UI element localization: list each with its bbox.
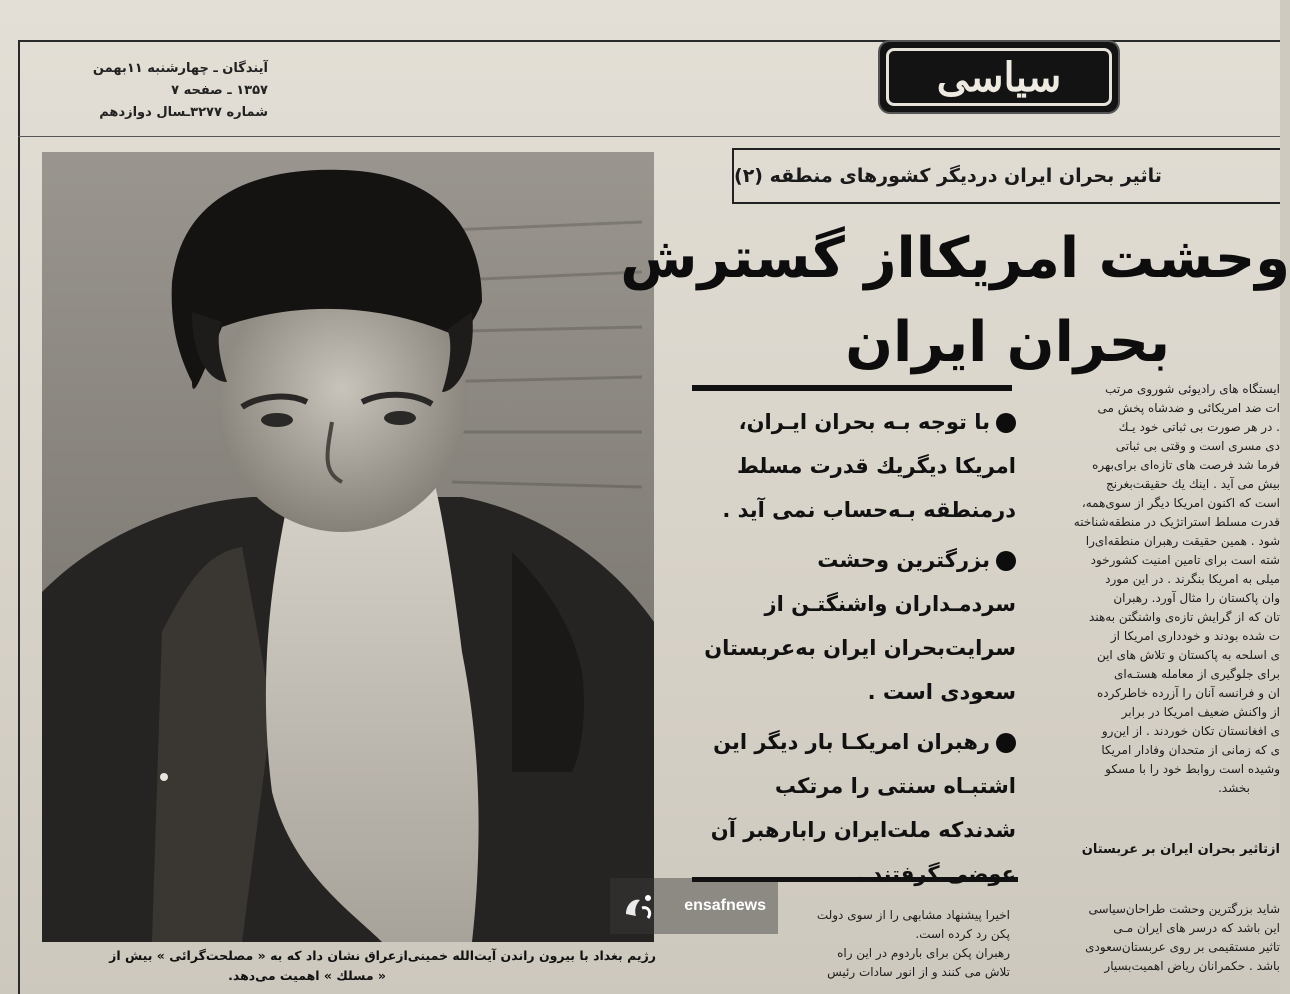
text-line: باشد . حکمرانان ریاض اهمیت‌بسیار — [1104, 959, 1280, 973]
headline-line-1: وحشت امریکااز گسترش — [620, 226, 1290, 291]
text-line: برای جلوگیری از معامله هستـه‌ای — [1113, 667, 1280, 681]
masthead-divider — [18, 136, 1280, 137]
text-line: ی که زمانی از متحدان وفادار امریکا — [1101, 743, 1280, 757]
key-point-2 — [700, 538, 1016, 714]
text-line: از واکنش ضعیف امریکا در برابر — [1121, 705, 1280, 719]
watermark-text: ensafnews — [684, 897, 766, 914]
text-line: ی اسلحه به پاکستان و تلاش های این — [1096, 648, 1280, 662]
bottom-right-column-text — [1022, 900, 1280, 994]
key-points-box — [700, 400, 1016, 902]
text-line: پکن رد کرده است. — [915, 927, 1010, 941]
text-line: تان که از گرایش تازه‌ی واشنگتن به‌هند — [1089, 610, 1280, 624]
masthead-issue: شماره ۳۲۷۷ـسال دوازدهم — [99, 105, 268, 120]
text-line: بیش می آید . اینك یك حقیقت‌بغرنج — [1105, 477, 1280, 491]
masthead-date: آیندگان ـ چهارشنبه ۱۱بهمن — [92, 61, 268, 76]
photo-caption — [20, 946, 656, 986]
caption-line-2: « مسلك » اهمیت می‌دهد. — [228, 968, 386, 983]
key-point-1 — [700, 400, 1016, 532]
text-line: تاثیر مستقیمی بر روی عربستان‌سعودی — [1085, 940, 1280, 954]
text-line: وان پاکستان را مثال آورد. رهبران — [1113, 591, 1280, 605]
text-line: ات ضد امریکائی و ضدشاه پخش می — [1097, 401, 1280, 415]
text-line: ایستگاه های رادیوئی شوروی مرتب — [1105, 382, 1280, 396]
bullet-dot-icon — [996, 551, 1016, 571]
masthead-info — [28, 58, 268, 124]
text-line: وشیده است روابط خود را با مسکو — [1105, 762, 1280, 776]
ensafnews-logo-icon — [618, 886, 660, 926]
text-line: است که اکنون امریکا دیگر از سوی‌همه، — [1081, 496, 1280, 510]
text-line: ان و فرانسه آنان را آزرده خاطرکرده — [1096, 686, 1280, 700]
key-point-3-text: رهبران امریکـا بار دیگر این اشتبـاه سنتی را مرتکب شدندکه ملت‌ایران رابارهبر آن عوضی گرفتند . — [710, 730, 1016, 886]
text-line: تلاش می کنند و از انور سادات رئیس — [827, 965, 1010, 979]
text-line: میلی به امریکا بنگرند . در این مورد — [1105, 572, 1280, 586]
caption-line-1: رژیم بغداد با بیرون راندن آیت‌الله خمینی‌ازعراق نشان داد که به « مصلحت‌گرائی » بیش از — [109, 948, 656, 963]
key-point-3 — [700, 720, 1016, 896]
bottom-middle-column-text — [690, 906, 1010, 994]
text-line: رهبران پکن برای باردوم در این راه — [837, 946, 1010, 960]
text-line: اخیرا پیشنهاد مشابهی را از سوی دولت — [816, 908, 1010, 922]
text-line: بخشد. — [1218, 781, 1250, 795]
text-line: شاید بزرگترین وحشت طراحان‌سیاسی — [1088, 902, 1280, 916]
section-label-box — [880, 42, 1118, 112]
text-line: قدرت مسلط استراتژیک در منطقه‌شناخته — [1073, 515, 1280, 529]
portrait-image — [42, 152, 654, 942]
bullet-dot-icon — [996, 733, 1016, 753]
kicker-text: تاثیر بحران ایران دردیگر کشورهای منطقه (۲) — [734, 165, 1162, 187]
page-left-rule — [18, 40, 20, 994]
text-line: ی افغانستان تکان خوردند . از این‌رو — [1101, 724, 1280, 738]
text-line: . در هر صورت بی ثباتی خود یـك — [1118, 420, 1280, 434]
text-line: دی مسری است و وقتی بی ثباتی — [1115, 439, 1280, 453]
key-point-1-text: با توجه بـه بحران ایـران، امریکا دیگریك قدرت مسلط درمنطقه بـه‌حساب نمی آید . — [722, 410, 1016, 522]
bullet-dot-icon — [996, 413, 1016, 433]
bullets-top-rule — [692, 385, 1012, 391]
masthead-year-page: ۱۳۵۷ ـ صفحه ۷ — [171, 83, 268, 98]
text-line: ت شده بودند و خودداری امریکا از — [1110, 629, 1280, 643]
text-line: فرما شد فرصت های تازه‌ای برای‌بهره — [1092, 458, 1280, 472]
text-line: شود . همین حقیقت رهبران منطقه‌ای‌را — [1085, 534, 1280, 548]
text-line: این باشد که درسر های ایران مـی — [1113, 921, 1280, 935]
text-line: شته است برای تامین امنیت کشورخود — [1090, 553, 1280, 567]
kicker-box — [732, 148, 1280, 204]
key-point-2-text: بزرگترین وحشت سردمـداران واشنگتـن از سرایت‌بحران ایران به‌عربستان سعودی است . — [704, 548, 1016, 704]
right-column-text — [1018, 380, 1280, 820]
headline-line-2: بحران ایران — [845, 310, 1170, 375]
section-label: سیاسی — [886, 48, 1112, 106]
portrait-photo — [42, 152, 766, 942]
sub-headline: ازتاثیر بحران ایران بر عربستان — [1081, 842, 1280, 857]
